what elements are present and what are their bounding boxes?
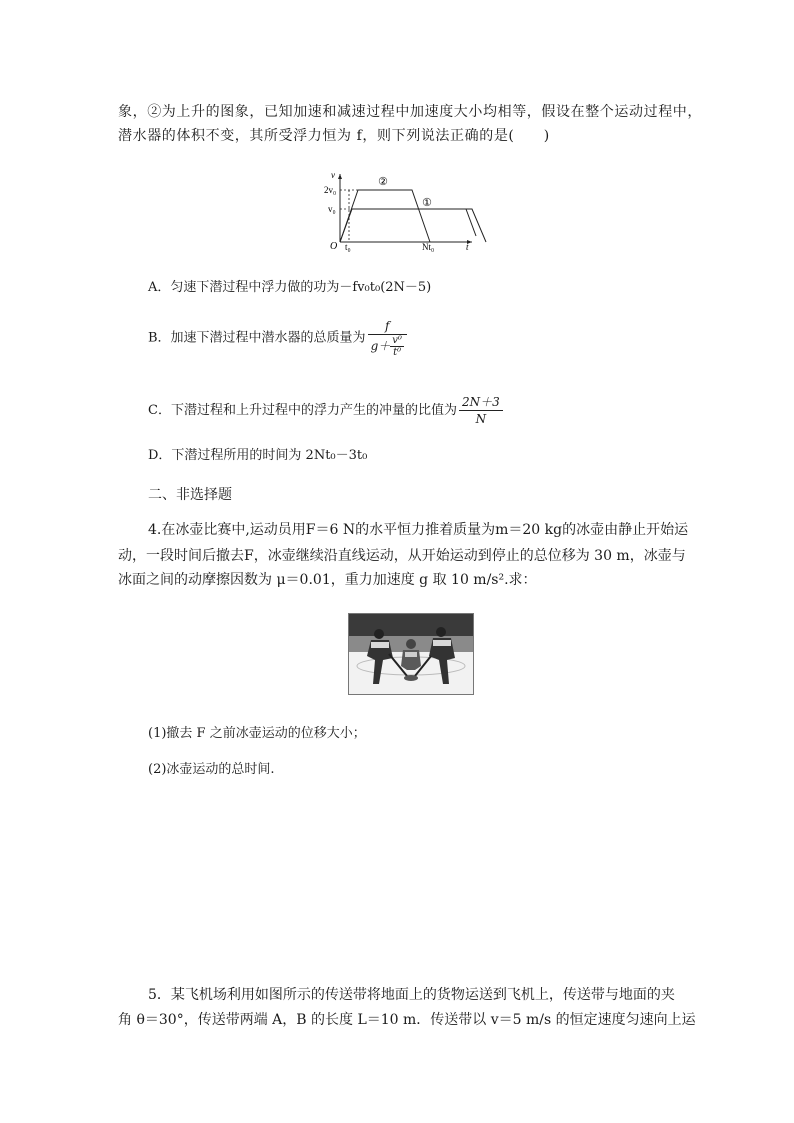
- option-b-subfraction: [390, 335, 404, 358]
- option-b-text: B．加速下潜过程中潜水器的总质量为: [148, 330, 366, 346]
- option-c-denominator: N: [475, 412, 487, 426]
- question-intro-line-1: 象，②为上升的图象，已知加速和减速过程中加速度大小均相等，假设在整个运动过程中，: [118, 104, 702, 120]
- option-c-text: C．下潜过程和上升过程中的浮力产生的冲量的比值为: [148, 403, 457, 418]
- option-d: D．下潜过程所用的时间为 2Nt₀－3t₀: [148, 448, 368, 463]
- q4-line-1: 4.在冰壶比赛中,运动员用F＝6 N的水平恒力推着质量为m＝20 kg的冰壶由静止开始运: [148, 522, 689, 538]
- curve-1-label: ①: [422, 196, 432, 209]
- option-b-numerator: f: [368, 318, 407, 335]
- t-axis-label: t: [466, 242, 469, 252]
- q5-line-2: 角 θ＝30°，传送带两端 A，B 的长度 L＝10 m．传送带以 v＝5 m/s 的恒定速度匀速向上运: [118, 1012, 696, 1028]
- curve-2-line: [340, 190, 430, 242]
- v-axis-label: v: [331, 170, 335, 180]
- option-b-fraction: [368, 318, 407, 358]
- q4-subquestion-1: (1)撤去 F 之前冰壶运动的位移大小；: [148, 726, 366, 741]
- option-c: [148, 394, 503, 427]
- tick-label-Nt0: Nt₀: [422, 242, 435, 252]
- q4-line-3: 冰面之间的动摩擦因数为 μ＝0.01，重力加速度 g 取 10 m/s².求：: [118, 572, 537, 588]
- option-c-fraction: [459, 394, 503, 427]
- curve-1-line: [340, 209, 486, 242]
- option-b-subfraction-num: v⁰: [392, 335, 402, 346]
- option-b: [148, 318, 407, 358]
- curve-1-tail: [466, 209, 476, 236]
- tick-label-2v0: 2v₀: [324, 185, 337, 195]
- tick-label-v0: v₀: [328, 204, 336, 214]
- q4-line-2: 动，一段时间后撤去F，冰壶继续沿直线运动，从开始运动到停止的总位移为 30 m，冰壶与: [118, 548, 686, 564]
- option-b-subfraction-den: t⁰: [393, 347, 402, 358]
- question-intro-line-2: 潜水器的体积不变，其所受浮力恒为 f，则下列说法正确的是( ): [118, 128, 550, 144]
- velocity-time-graph: [326, 170, 476, 250]
- option-b-den-prefix: g＋: [370, 339, 391, 353]
- option-b-denominator: [368, 335, 407, 358]
- q4-subquestion-2: (2)冰壶运动的总时间.: [148, 762, 275, 777]
- v-axis-arrow: [338, 174, 342, 179]
- curling-photo: [348, 613, 474, 695]
- curling-photo-image: [349, 614, 473, 694]
- q5-line-1: 5．某飞机场利用如图所示的传送带将地面上的货物运送到飞机上，传送带与地面的夹: [148, 987, 675, 1003]
- origin-label: O: [330, 241, 338, 252]
- section-title: 二、非选择题: [148, 487, 232, 503]
- curve-2-label: ②: [378, 175, 388, 188]
- tick-label-t0: t₀: [345, 242, 351, 252]
- option-a: A．匀速下潜过程中浮力做的功为－fv₀t₀(2N－5): [148, 280, 432, 295]
- option-c-numerator: 2N＋3: [459, 394, 503, 411]
